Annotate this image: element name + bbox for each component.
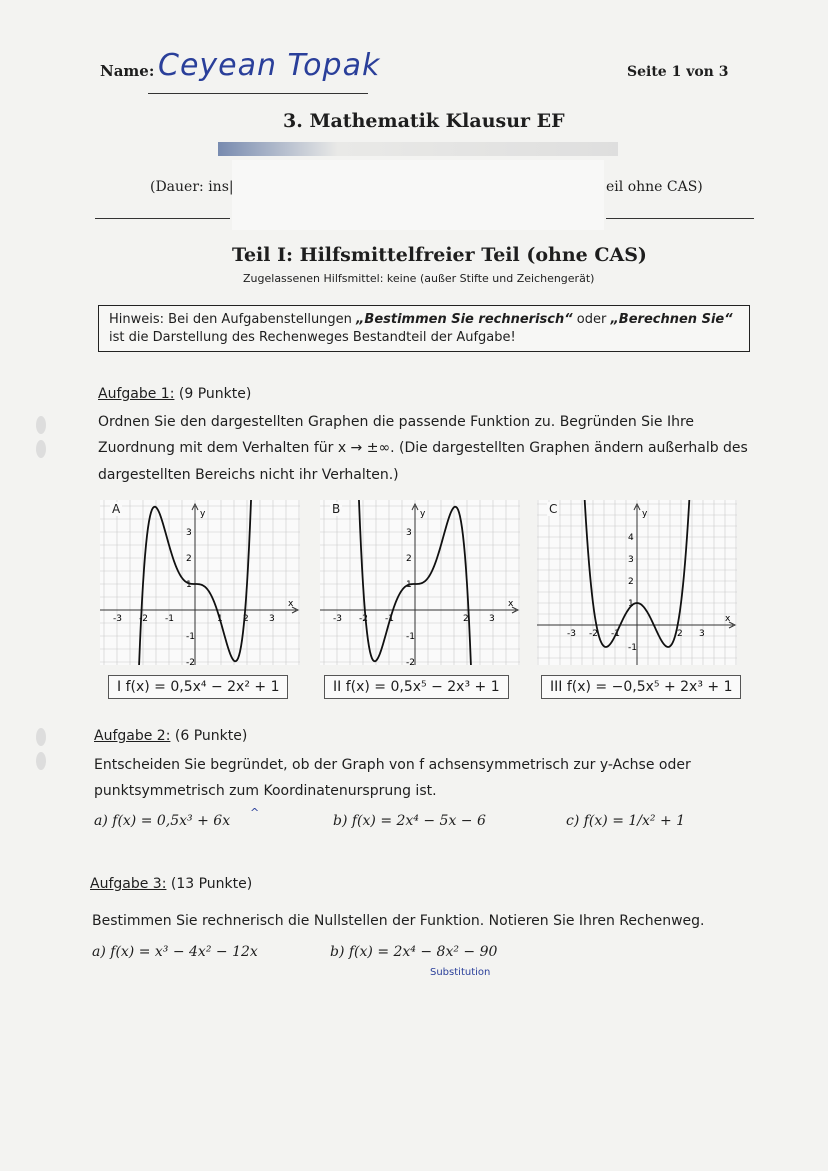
duration-left: (Dauer: ins|: [150, 179, 234, 195]
graph-c-y-tick: 3: [628, 555, 634, 565]
graph-a-x-label: x: [288, 599, 294, 609]
task3-heading: Aufgabe 3:: [90, 876, 167, 892]
page-number: Seite 1 von 3: [627, 64, 729, 80]
graph-c-x-tick: -3: [567, 629, 576, 639]
graph-b-x-tick: -1: [385, 614, 394, 624]
task1-line2: Zuordnung mit dem Verhalten für x → ±∞. (Die dargestellten Graphen ändern außerhalb des: [98, 440, 748, 456]
name-label: Name:: [100, 62, 155, 80]
task2-a: a) f(x) = 0,5x³ + 6x: [94, 813, 231, 829]
graph-c-x-tick: 3: [699, 629, 705, 639]
task2-line1: Entscheiden Sie begründet, ob der Graph von f achsensymmetrisch zur y-Achse oder: [94, 757, 691, 773]
graph-b-svg: [320, 500, 520, 665]
part-subtitle: Zugelassenen Hilfsmittel: keine (außer Stifte und Zeichengerät): [243, 272, 595, 285]
task2-c: c) f(x) = 1/x² + 1: [566, 813, 686, 829]
graph-b-x-label: x: [508, 599, 514, 609]
task2-heading: Aufgabe 2:: [94, 728, 171, 744]
name-line: [148, 93, 368, 94]
task2-points: (6 Punkte): [174, 728, 248, 744]
punch-hole: [36, 416, 46, 434]
graph-a-label: A: [112, 502, 121, 516]
graph-b-y-tick: -2: [406, 658, 415, 665]
notice-line2: ist die Darstellung des Rechenweges Bestandteil der Aufgabe!: [109, 330, 516, 345]
option-ii: II f(x) = 0,5x⁵ − 2x³ + 1: [324, 675, 509, 699]
graph-a-x-tick: -2: [139, 614, 148, 624]
option-iii: III f(x) = −0,5x⁵ + 2x³ + 1: [541, 675, 741, 699]
graph-c-y-tick: 1: [628, 599, 634, 609]
graph-a-y-tick: -1: [186, 632, 195, 642]
notice-box: [98, 305, 750, 352]
graph-c-label: C: [549, 502, 558, 516]
graph-a-x-tick: 2: [243, 614, 249, 624]
graph-a-y-tick: 3: [186, 528, 192, 538]
task3-a: a) f(x) = x³ − 4x² − 12x: [92, 944, 258, 960]
graph-c: [537, 500, 737, 665]
graph-b-x-tick: 2: [463, 614, 469, 624]
graph-a-y-tick: 2: [186, 554, 192, 564]
graph-c-y-tick: 4: [628, 533, 634, 543]
graph-b-y-label: y: [420, 509, 426, 519]
graph-a-x-tick: -3: [113, 614, 122, 624]
task3-line1: Bestimmen Sie rechnerisch die Nullstellen der Funktion. Notieren Sie Ihren Rechenweg.: [92, 913, 705, 929]
redaction-paper: [232, 160, 604, 230]
graph-b-y-tick: 2: [406, 554, 412, 564]
exam-title: 3. Mathematik Klausur EF: [283, 110, 565, 132]
task3-header: [90, 876, 252, 892]
task1-points: (9 Punkte): [178, 386, 252, 402]
graph-a-y-tick: -2: [186, 658, 195, 665]
graph-a-x-tick: 3: [269, 614, 275, 624]
graph-a-x-tick: -1: [165, 614, 174, 624]
graph-c-x-tick: 2: [677, 629, 683, 639]
punch-hole: [36, 728, 46, 746]
graph-c-x-tick: -1: [611, 629, 620, 639]
name-handwritten: Ceyean Topak: [158, 48, 381, 83]
notice-em1: „Bestimmen Sie rechnerisch“: [356, 312, 573, 327]
graph-b-label: B: [332, 502, 341, 516]
duration-right: eil ohne CAS): [606, 179, 703, 195]
graph-b-y-tick: 1: [406, 580, 412, 590]
task1-line1: Ordnen Sie den dargestellten Graphen die passende Funktion zu. Begründen Sie Ihre: [98, 414, 695, 430]
task2-a-note: ^: [250, 806, 260, 819]
rule-right: [606, 218, 754, 219]
graph-b-y-tick: -1: [406, 632, 415, 642]
graph-b-x-tick: -2: [359, 614, 368, 624]
graph-c-svg: [537, 500, 737, 665]
graph-c-y-label: y: [642, 509, 648, 519]
graph-b-y-tick: 3: [406, 528, 412, 538]
task2-line2: punktsymmetrisch zum Koordinatenursprung ist.: [94, 783, 437, 799]
task1-heading: Aufgabe 1:: [98, 386, 175, 402]
punch-hole: [36, 752, 46, 770]
notice-mid: oder: [572, 312, 611, 327]
graph-c-y-tick: 2: [628, 577, 634, 587]
graph-a-y-label: y: [200, 509, 206, 519]
graph-a-x-tick: 1: [217, 614, 223, 624]
graph-c-x-label: x: [725, 614, 731, 624]
task3-points: (13 Punkte): [170, 876, 253, 892]
graph-c-x-tick: -2: [589, 629, 598, 639]
task1-header: [98, 386, 251, 402]
part-title: Teil I: Hilfsmittelfreier Teil (ohne CAS): [232, 244, 647, 266]
graph-a-y-tick: 1: [186, 580, 192, 590]
redaction-strip: [218, 142, 618, 156]
punch-hole: [36, 440, 46, 458]
graph-b-x-tick: 3: [489, 614, 495, 624]
graph-b-x-tick: -3: [333, 614, 342, 624]
graph-c-y-tick: -1: [628, 643, 637, 653]
graph-a: [100, 500, 300, 665]
task1-line3: dargestellten Bereichs nicht ihr Verhalten.): [98, 467, 399, 483]
task3-b-note: Substitution: [430, 967, 491, 978]
rule-left: [95, 218, 230, 219]
notice-em2: „Berechnen Sie“: [610, 312, 733, 327]
notice-prefix: Hinweis: Bei den Aufgabenstellungen: [109, 312, 357, 327]
graph-b: [320, 500, 520, 665]
task2-header: [94, 728, 247, 744]
task3-b: b) f(x) = 2x⁴ − 8x² − 90: [330, 944, 498, 960]
task2-b: b) f(x) = 2x⁴ − 5x − 6: [333, 813, 486, 829]
graph-a-svg: [100, 500, 300, 665]
option-i: I f(x) = 0,5x⁴ − 2x² + 1: [108, 675, 288, 699]
